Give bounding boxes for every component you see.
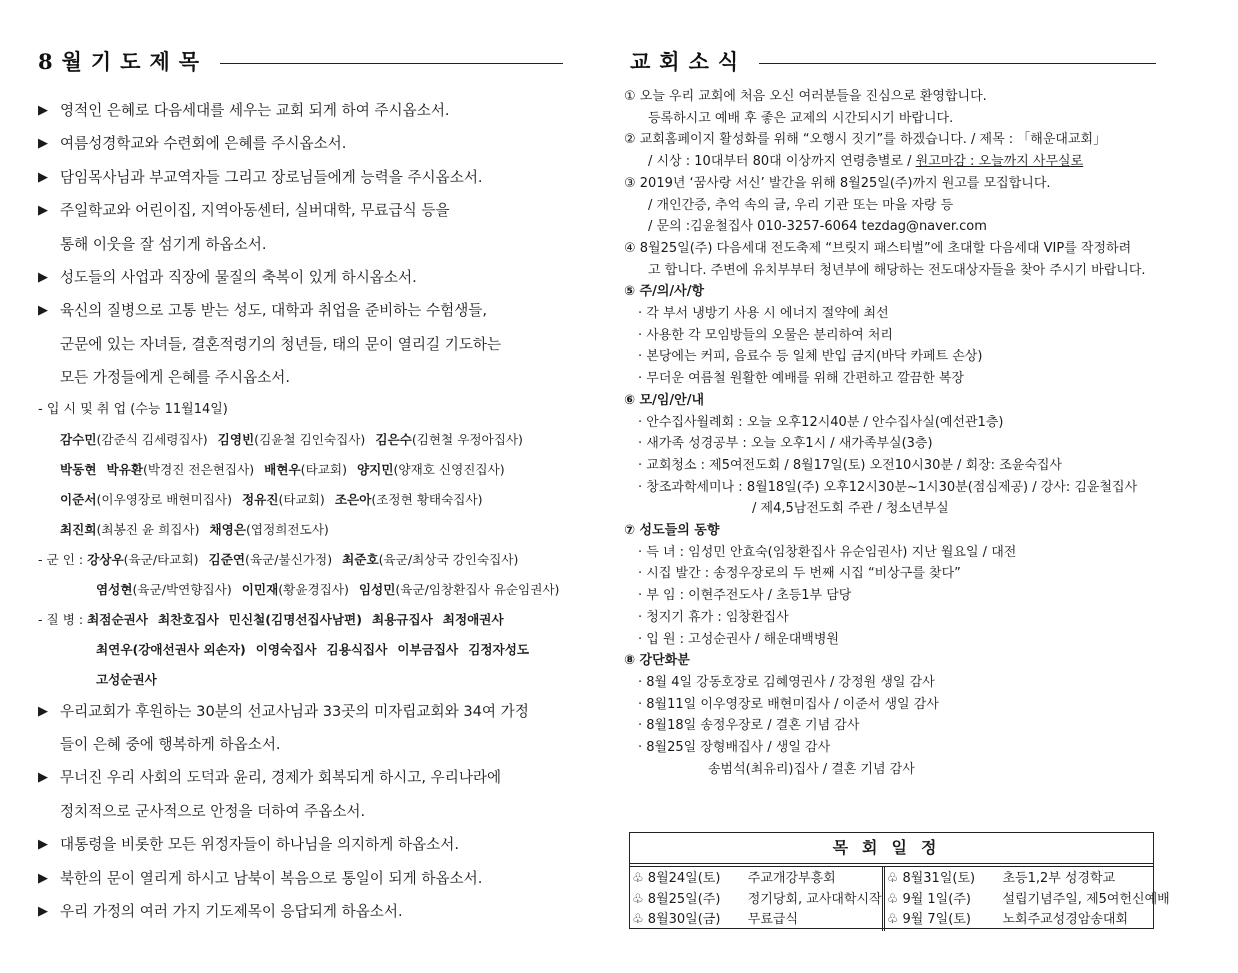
news-text: ⑥ 모/임/안/내 [624,392,705,408]
arrow-icon: ▶ [38,169,48,185]
name-group [264,462,347,477]
army-names [38,575,568,605]
news-text: / 시상 : 10대부터 80대 이상까지 연령층별로 / [648,154,916,170]
news-line [624,498,1164,520]
name-group [218,432,366,447]
news-list [624,86,1164,781]
exam-names [38,515,568,545]
exam-label: - 입 시 및 취 업 (수능 11월14일) [38,401,228,417]
army-names [38,545,568,575]
name-group [96,582,232,597]
schedule-date: 9월 7일(토) [902,912,971,927]
prayer-list [38,94,568,929]
sick-names [38,635,568,665]
arrow-icon: ▶ [38,703,48,719]
prayer-text: 통해 이웃을 잘 섬기게 하옵소서. [60,235,267,253]
news-line [624,325,1164,347]
person-name: 박동현 [60,461,97,477]
schedule-column-left [630,867,882,931]
news-line [624,585,1164,607]
schedule-date: 8월25일(주) [647,891,721,907]
schedule-date: 8월24일(토) [647,871,721,886]
prayer-title: 8월기도제목 [38,49,209,74]
person-note: (육군/최상국 강인숙집사) [378,551,519,567]
sick-names [38,665,568,695]
prayer-text: 주일학교와 어린이집, 지역아동센터, 실버대학, 무료급식 등을 [60,202,450,220]
arrow-icon: ▶ [38,904,48,920]
sick-names [38,605,568,635]
prayer-text: 담임목사님과 부교역자들 그리고 장로님들에게 능력을 주시옵소서. [60,168,483,186]
news-text: · 8월 4일 강동호장로 김혜영권사 / 강정원 생일 감사 [638,674,935,690]
person-note: (이우영장로 배현미집사) [96,491,232,507]
person-note: (조정현 황태숙집사) [371,491,483,507]
prayer-item [38,828,568,861]
person-note: (육군/박연향집사) [132,581,232,597]
news-text: · 본당에는 커피, 음료수 등 일체 반입 금지(바닥 카페트 손상) [638,349,983,365]
arrow-icon: ▶ [38,203,48,219]
person-note: (황윤경집사) [278,581,349,597]
news-line [624,715,1164,737]
person-note: (최봉진 윤 희집사) [96,521,200,537]
schedule-event: 설립기념주일, 제5여헌신예배 [1002,891,1170,907]
prayer-row [38,94,568,127]
news-text: / 문의 :김윤철집사 010-3257-6064 tezdag@naver.com [648,219,987,235]
person-note: (육군/타교회) [123,551,199,567]
person-name: 최찬호집사 [157,611,219,627]
clover-icon: ♧ [886,871,903,886]
person-name: 최진희 [60,521,97,537]
news-text: ③ 2019년 ‘꿈사랑 서신’ 발간을 위해 8월25일(주)까지 원고를 모집합니다. [624,175,1051,191]
prayer-text: 여름성경학교와 수련회에 은혜를 주시옵소서. [60,135,347,153]
prayer-text: 정치적으로 군사적으로 안정을 더하여 주옵소서. [60,802,366,820]
prayer-item [38,194,568,261]
prayer-text: 우리교회가 후원하는 30분의 선교사님과 33곳의 미자립교회와 34여 가정 [60,702,529,720]
news-text: · 교회청소 : 제5여전도회 / 8월17일(토) 오전10시30분 / 회장: 조윤숙집사 [638,457,1062,473]
person-name: 이준서 [60,491,97,507]
schedule-date: 9월 1일(주) [902,891,971,907]
person-note: (김현철 우정아집사) [411,431,523,447]
person-name: 강상우 [87,551,124,567]
news-text: · 8월25일 장형배집사 / 생일 감사 [638,740,831,756]
person-note: (엽정희전도사) [246,521,329,537]
prayer-text: 무너진 우리 사회의 도덕과 윤리, 경제가 회복되게 하시고, 우리나라에 [60,769,502,787]
news-text: · 시집 발간 : 송정우장로의 두 번째 시집 “비상구를 찾다” [638,566,961,582]
news-line [624,542,1164,564]
clover-icon: ♧ [886,891,903,907]
news-text: ② 교회홈페이지 활성화를 위해 “오행시 짓기”를 하겠습니다. / 제목 : 「해운대교회」 [624,132,1107,148]
exam-names [38,425,568,455]
prayer-header [38,46,563,76]
prayer-item [38,161,568,194]
person-name: 최정애권사 [442,611,504,627]
news-deadline: 원고마감 : 오늘까지 사무실로 [915,154,1084,170]
schedule-row [630,869,882,890]
prayer-text: 군문에 있는 자녀들, 결혼적령기의 청년들, 태의 문이 열리길 기도하는 [60,335,502,353]
prayer-item [38,261,568,294]
news-line [624,151,1164,173]
schedule-title: 목회일정 [630,833,1153,864]
schedule-row [885,890,1170,911]
news-text: · 안수집사월례회 : 오늘 오후12시40분 / 안수집사실(예선관1층) [638,414,1004,430]
prayer-text: 북한의 문이 열리게 하시고 남북이 복음으로 통일이 되게 하옵소서. [60,869,483,887]
person-name: 김준연 [208,551,246,567]
prayer-row [38,161,568,194]
news-text: ① 오늘 우리 교회에 처음 오신 여러분들을 진심으로 환영합니다. [624,89,987,104]
name-group [342,552,518,567]
schedule-event: 초등1,2부 성경학교 [1002,871,1116,886]
person-name: 이부금집사 [397,641,459,657]
news-line [624,477,1164,499]
prayer-row [38,294,568,327]
news-header [630,46,1156,76]
prayer-row [38,862,568,895]
person-note: (타교회) [278,491,325,507]
prayer-text: 모든 가정들에게 은혜를 주시옵소서. [60,369,291,387]
person-name: 이민재 [241,581,279,597]
news-text: 등록하시고 예배 후 좋은 교제의 시간되시기 바랍니다. [648,110,954,126]
person-name: 김정자성도 [468,641,530,657]
prayer-text: 우리 가정의 여러 가지 기도제목이 응답되게 하옵소서. [60,903,403,921]
name-group [60,522,200,537]
name-group [60,462,97,477]
news-text: ④ 8월25일(주) 다음세대 전도축제 “브릿지 패스티벌”에 초대할 다음세대 VIP를 작정하려 [624,240,1132,256]
person-name: 최용규집사 [371,611,433,627]
schedule-row [885,910,1170,931]
prayer-text: 영적인 은혜로 다음세대를 세우는 교회 되게 하여 주시옵소서. [60,102,450,119]
name-group [242,492,325,507]
news-text: · 입 원 : 고성순권사 / 해운대백병원 [638,631,839,647]
news-line [624,563,1164,585]
person-name: 최준호 [342,551,379,567]
news-text: 고 합니다. 주변에 유치부부터 청년부에 해당하는 전도대상자들을 찾아 주시기 바랍니다. [648,262,1146,278]
prayer-row [38,261,568,294]
person-name: 김은수 [375,431,412,447]
prayer-text: 육신의 질병으로 고통 받는 성도, 대학과 취업을 준비하는 수험생들, [60,302,488,320]
clover-icon: ♧ [632,871,648,886]
schedule-box [629,832,1170,929]
schedule-event: 정기당회, 교사대학시작 [747,891,882,907]
person-note: (양재호 신영진집사) [393,461,505,477]
arrow-icon: ▶ [38,270,48,286]
army-label: - 군 인 : [38,551,88,567]
person-name: 정유진 [242,491,279,507]
news-line [624,195,1164,217]
schedule-event: 주교개강부흥회 [747,871,836,886]
news-line [624,303,1164,325]
clover-icon: ♧ [886,912,903,927]
person-name: 김영빈 [217,431,255,447]
person-name: 조은아 [334,491,372,507]
news-text: · 8월18일 송정우장로 / 결혼 기념 감사 [638,718,860,734]
news-line [624,238,1164,260]
news-title: 교회소식 [630,49,748,74]
person-note: (육군/불신가정) [245,551,333,567]
clover-icon: ♧ [632,912,648,927]
schedule-row [630,890,882,911]
prayer-text: 들이 은혜 중에 행복하게 하옵소서. [60,736,281,754]
prayer-item [38,127,568,160]
news-line [624,412,1164,434]
news-line [624,737,1164,759]
exam-names [38,455,568,485]
person-name: 배현우 [264,461,301,477]
news-text: · 청지기 휴가 : 임창환집사 [638,609,789,625]
prayer-row [38,127,568,160]
arrow-icon: ▶ [38,103,48,118]
news-line [624,433,1164,455]
name-group [242,582,349,597]
person-name: 박유환 [106,461,143,477]
title-rule [759,63,1156,64]
prayer-row [38,828,568,861]
news-line [624,650,1164,672]
news-text: · 각 부서 냉방기 사용 시 에너지 절약에 최선 [638,306,889,322]
news-line [624,86,1164,108]
prayer-row [38,761,568,794]
schedule-event: 노회주교성경암송대회 [1002,912,1129,927]
news-text: ⑧ 강단화분 [624,653,690,669]
news-line [624,281,1164,303]
person-name: 채영은 [209,521,246,537]
exam-names [38,485,568,515]
prayer-item [38,895,568,928]
arrow-icon: ▶ [38,303,48,319]
arrow-icon: ▶ [38,870,48,886]
person-name: 민신철(김명선집사남편) [228,611,362,627]
news-text: 송범석(최유리)집사 / 결혼 기념 감사 [708,761,915,777]
news-line [624,260,1164,282]
news-line [624,368,1164,390]
person-name: 고성순권사 [96,671,157,687]
person-note: (육군/임창환집사 유순임권사) [395,581,560,597]
name-group [60,432,208,447]
news-line [624,129,1164,151]
schedule-column-right [882,867,1170,931]
news-line [624,346,1164,368]
news-text: ⑦ 성도들의 동향 [624,523,720,539]
news-text: · 득 녀 : 임성민 안효숙(임창환집사 유순임권사) 지난 월요일 / 대전 [638,544,1017,560]
news-line [624,694,1164,716]
person-name: 양지민 [356,461,394,477]
news-text: ⑤ 주/의/사/항 [624,284,705,300]
person-note: (타교회) [300,461,347,477]
news-text: · 창조과학세미나 : 8월18일(주) 오후12시30분~1시30분(점심제공) / 강사: 김윤철집사 [638,479,1138,495]
prayer-text: 성도들의 사업과 직장에 물질의 축복이 있게 하시옵소서. [60,269,417,287]
person-name: 임성민 [358,581,396,597]
news-text: · 무더운 여름철 원활한 예배를 위해 간편하고 깔끔한 복장 [638,371,965,387]
prayer-row [38,895,568,928]
schedule-body [630,866,1170,931]
person-note: (김윤철 김인숙집사) [254,431,366,447]
news-text: · 부 임 : 이현주전도사 / 초등1부 담당 [638,588,852,604]
name-group [357,462,505,477]
person-name: 이영숙집사 [255,641,317,657]
news-line [624,759,1164,781]
name-group [359,582,560,597]
news-line [624,607,1164,629]
person-name: 최점순권사 [87,611,148,627]
news-text: · 사용한 각 모임방들의 오물은 분리하여 처리 [638,327,893,343]
person-name: 감수민 [60,431,97,447]
name-group [335,492,483,507]
schedule-date: 8월30일(금) [647,912,721,927]
person-name: 김용식집사 [326,641,388,657]
name-group [87,552,198,567]
news-text: · 8월11일 이우영장로 배현미집사 / 이준서 생일 감사 [638,696,939,712]
arrow-icon: ▶ [38,770,48,786]
news-line [624,390,1164,412]
prayer-item [38,761,568,828]
name-group [107,462,255,477]
news-line [624,455,1164,477]
news-line [624,216,1164,238]
news-text: · 새가족 성경공부 : 오늘 오후1시 / 새가족부실(3층) [638,436,933,452]
schedule-row [630,910,882,931]
news-text: / 제4,5남전도회 주관 / 청소년부실 [752,501,949,517]
arrow-icon: ▶ [38,837,48,853]
prayer-item [38,695,568,762]
title-rule [220,63,563,64]
news-line [624,672,1164,694]
prayer-item [38,862,568,895]
name-group [209,552,333,567]
news-line [624,173,1164,195]
person-name: 염성현 [96,581,133,597]
name-group [210,522,329,537]
schedule-date: 8월31일(토) [902,871,976,886]
news-line [624,108,1164,130]
clover-icon: ♧ [632,891,648,907]
prayer-row [38,194,568,227]
person-name: 최연우(강애선권사 외손자) [96,641,246,657]
person-note: (박경진 전은현집사) [143,461,255,477]
prayer-item [38,94,568,127]
arrow-icon: ▶ [38,136,48,152]
name-group [60,492,232,507]
name-group [375,432,523,447]
sick-label: - 질 병 : [38,611,88,627]
prayer-item [38,294,568,394]
news-text: / 개인간증, 추억 속의 글, 우리 기관 또는 마을 자랑 등 [648,197,954,213]
person-note: (감준식 김세령집사) [96,431,208,447]
schedule-row [885,869,1170,890]
news-line [624,629,1164,651]
prayer-row [38,695,568,728]
schedule-event: 무료급식 [747,912,799,927]
news-line [624,520,1164,542]
prayer-text: 대통령을 비롯한 모든 위정자들이 하나님을 의지하게 하옵소서. [60,836,460,854]
